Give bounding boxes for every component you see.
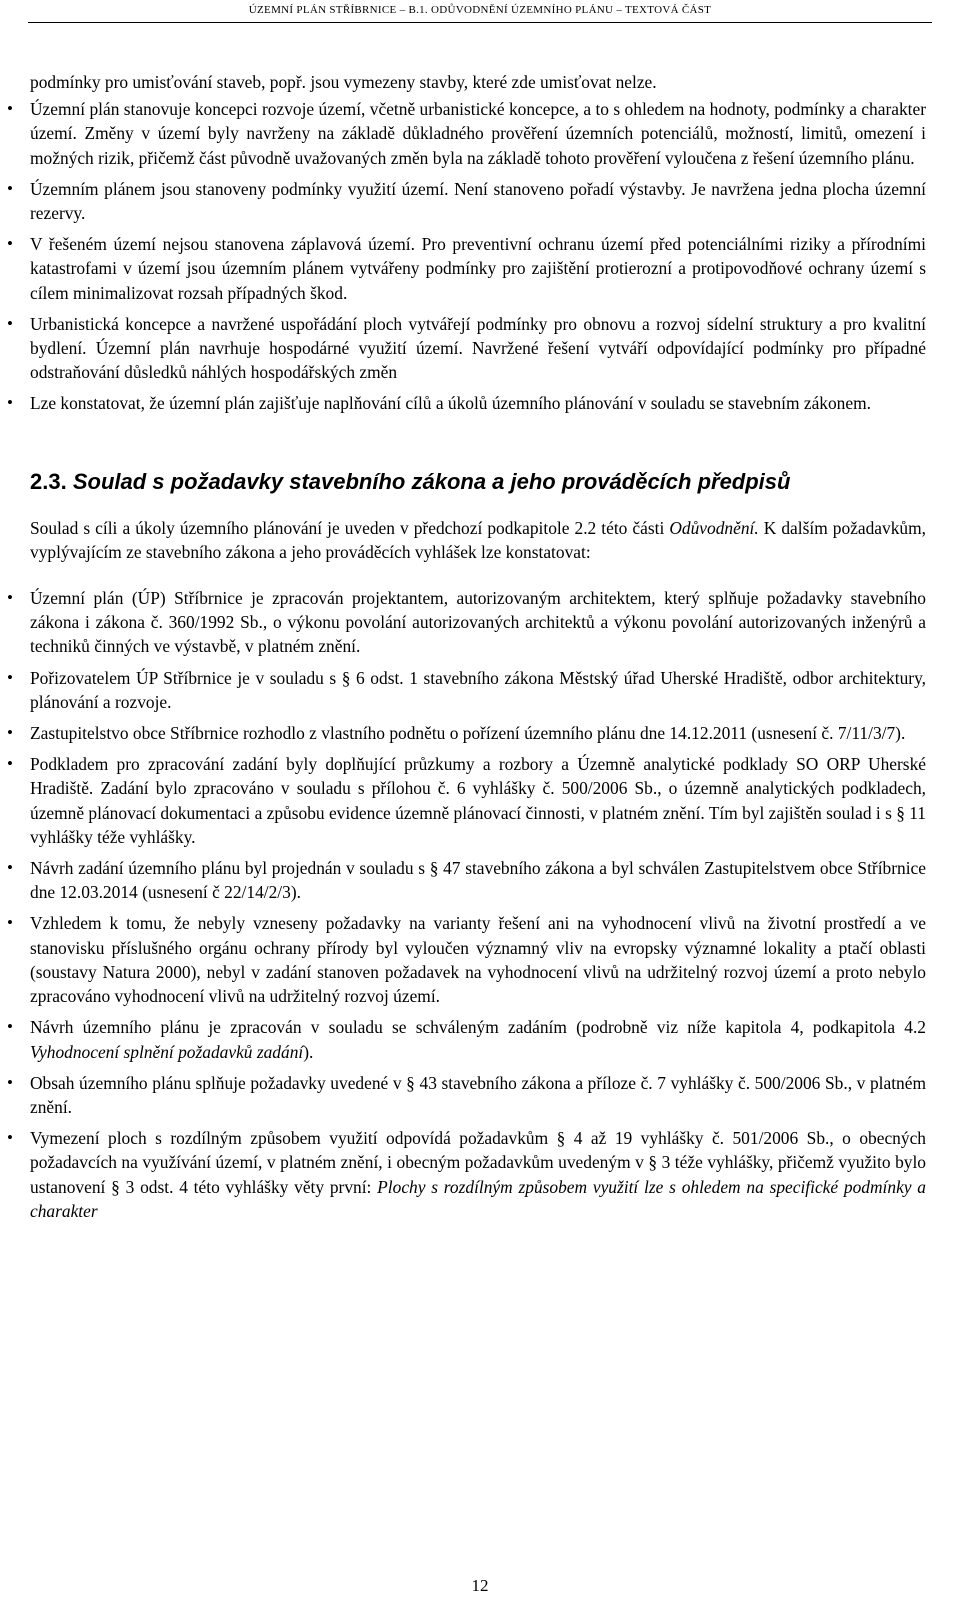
list-item: • Územní plán stanovuje koncepci rozvoje území, včetně urbanistické koncepce, a to s ohledem na hodnoty, podmínky a charakter území. Změny v území byly navrženy na základě důkladného prověření územních potenciálů, možností, limitů, omezení i možných rizik, přičemž část původně uvažovaných změn byla na základě tohoto prověření vyloučena z řešení územního plánu. <box>7 99 926 168</box>
list-item: • Návrh zadání územního plánu byl projednán v souladu s § 47 stavebního zákona a byl schválen Zastupitelstvem obce Stříbrnice dne 12.03.2014 (usnesení č 22/14/2/3). <box>7 858 926 903</box>
bullet-icon: • <box>7 588 13 608</box>
list-item: • V řešeném území nejsou stanovena záplavová území. Pro preventivní ochranu území před potenciálními riziky a přírodními katastrofami v území jsou územním plánem vytvářeny podmínky pro zajištění protierozní a protipovodňové ochrany území s cílem minimalizovat rozsah případných škod. <box>7 234 926 303</box>
page-number: 12 <box>471 1576 489 1595</box>
bullet-icon: • <box>7 1072 13 1092</box>
document-body <box>7 70 926 1230</box>
bullet-icon: • <box>7 754 13 774</box>
list-item: • Pořizovatelem ÚP Stříbrnice je v souladu s § 6 odst. 1 stavebního zákona Městský úřad Uherské Hradiště, odbor architektury, plánování a rozvoje. <box>7 667 926 712</box>
list-item: • Vymezení ploch s rozdílným způsobem využití odpovídá požadavkům § 4 až 19 vyhlášky č. 501/2006 Sb., o obecných požadavcích na využívání území, v platném znění, i obecným požadavkům uvedeným v § 3 téže vyhlášky, přičemž využito bylo ustanovení § 3 odst. 4 této vyhlášky věty první: Plochy s rozdílným způsobem využití lze s ohledem na specifické podmínky a charakter <box>7 1128 926 1221</box>
bullet-icon: • <box>7 913 13 933</box>
bullet-icon: • <box>7 1128 13 1148</box>
bullet-icon: • <box>7 393 13 413</box>
section-intro: Soulad s cíli a úkoly územního plánování je uveden v předchozí podkapitole 2.2 této části Odůvodnění. K dalším požadavkům, vyplývajícím ze stavebního zákona a jeho prováděcích vyhlášek lze konstatovat: <box>30 517 926 562</box>
bullet-icon: • <box>7 234 13 254</box>
bullet-icon: • <box>7 99 13 119</box>
bullet-icon: • <box>7 313 13 333</box>
bullet-icon: • <box>7 178 13 198</box>
list-item: • Podkladem pro zpracování zadání byly doplňující průzkumy a rozbory a Územně analytické podklady SO ORP Uherské Hradiště. Zadání bylo zpracováno v souladu s přílohou č. 6 vyhlášky č. 500/2006 Sb., o územně analytických podkladech, územně plánovací dokumentaci a způsobu evidence územně plánovací činnosti, v platném znění. Tím byl zajištěn soulad i s § 11 vyhlášky téže vyhlášky. <box>7 754 926 847</box>
list-item: • Zastupitelstvo obce Stříbrnice rozhodlo z vlastního podnětu o pořízení územního plánu dne 14.12.2011 (usnesení č. 7/11/3/7). <box>30 721 926 745</box>
list-item: • Územní plán (ÚP) Stříbrnice je zpracován projektantem, autorizovaným architektem, který splňuje požadavky stavebního zákona i zákona č. 360/1992 Sb., o výkonu povolání autorizovaných architektů a výkonu povolání autorizovaných inženýrů a techniků činných ve výstavbě, v platném znění. <box>7 588 926 657</box>
header-divider <box>28 22 932 23</box>
bullet-icon: • <box>7 1017 13 1037</box>
bullet-icon: • <box>7 667 13 687</box>
bullet-icon: • <box>7 858 13 878</box>
list-item: • Urbanistická koncepce a navržené uspořádání ploch vytvářejí podmínky pro obnovu a rozvoj sídelní struktury a pro kvalitní bydlení. Územní plán navrhuje hospodárné využití území. Navržené řešení vytváří odpovídající podmínky pro případné odstraňování důsledků náhlých hospodářských změn <box>7 313 926 383</box>
section-heading <box>30 468 926 496</box>
running-header: ÚZEMNÍ PLÁN STŘÍBRNICE – B.1. ODŮVODNĚNÍ ÚZEMNÍHO PLÁNU – TEXTOVÁ ČÁST <box>248 4 712 16</box>
list-item: • Územním plánem jsou stanoveny podmínky využití území. Není stanoveno pořadí výstavby. Je navržena jedna plocha územní rezervy. <box>7 178 926 224</box>
section-number: 2.3. <box>30 468 67 494</box>
bullet-list-b <box>7 586 926 1223</box>
list-item: • Návrh územního plánu je zpracován v souladu se schváleným zadáním (podrobně viz níže kapitola 4, podkapitola 4.2 Vyhodnocení splnění požadavků zadání). <box>7 1017 926 1062</box>
bullet-icon: • <box>7 723 13 743</box>
bullet-list-a <box>7 97 926 415</box>
list-item: • Vzhledem k tomu, že nebyly vzneseny požadavky na varianty řešení ani na vyhodnocení vlivů na životní prostředí a ve stanovisku příslušného orgánu ochrany přírody byl vyloučen významný vliv na evropsky významné lokality a ptačí oblasti (soustavy Natura 2000), nebyl v zadání stanoven požadavek na vyhodnocení vlivů na udržitelný rozvoj území a proto nebylo zpracováno vyhodnocení vlivů na udržitelný rozvoj území. <box>7 913 926 1007</box>
list-item: • Lze konstatovat, že územní plán zajišťuje naplňování cílů a úkolů územního plánování v souladu se stavebním zákonem. <box>30 391 926 415</box>
list-item: • Obsah územního plánu splňuje požadavky uvedené v § 43 stavebního zákona a příloze č. 7 vyhlášky č. 500/2006 Sb., v platném znění. <box>7 1072 926 1117</box>
section-title: Soulad s požadavky stavebního zákona a jeho prováděcích předpisů <box>72 468 791 494</box>
intro-line: podmínky pro umisťování staveb, popř. jsou vymezeny stavby, které zde umisťovat nelze. <box>30 72 657 92</box>
